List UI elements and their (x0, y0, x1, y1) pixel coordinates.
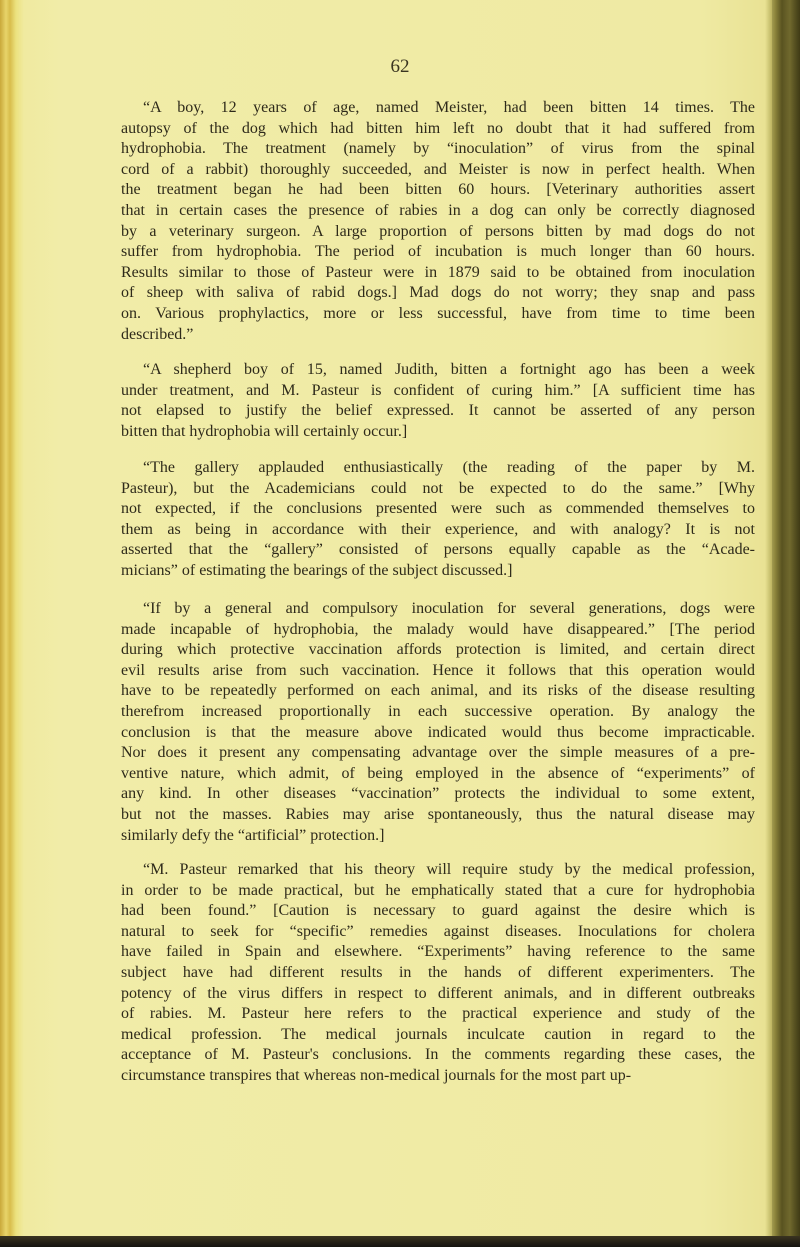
text-line: ventive nature, which admit, of being employed in the absence of “experiments” of (121, 764, 755, 782)
text-line: similarly defy the “artificial” protection.] (121, 826, 385, 844)
text-line: “If by a general and compulsory inoculation for several generations, dogs were (143, 600, 755, 617)
text-line: circumstance transpires that whereas non-medical journals for the most part up- (121, 1066, 632, 1084)
text-line: “A boy, 12 years of age, named Meister, had been bitten 14 times. The (143, 99, 755, 116)
text-line: “M. Pasteur remarked that his theory will require study by the medical profession, (143, 861, 755, 878)
text-line: bitten that hydrophobia will certainly occur.] (121, 422, 408, 440)
text-line: “A shepherd boy of 15, named Judith, bitten a fortnight ago has been a week (143, 361, 755, 378)
text-line: not expected, if the conclusions presented were such as commended themselves to (121, 500, 755, 518)
text-line: not elapsed to justify the belief expressed. It cannot be asserted of any person (121, 402, 755, 420)
text-line: asserted that the “gallery” consisted of persons equally capable as the “Acade- (121, 541, 755, 559)
text-line: described.” (121, 325, 194, 343)
text-line: by a veterinary surgeon. A large proportion of persons bitten by mad dogs do not (121, 222, 755, 240)
paragraph-judith (121, 360, 755, 442)
text-line: Results similar to those of Pasteur were in 1879 said to be obtained from inoculation (121, 263, 755, 281)
text-line: Pasteur), but the Academicians could not be expected to do the same.” [Why (121, 479, 755, 497)
text-line: natural to seek for “specific” remedies against diseases. Inoculations for cholera (121, 922, 755, 940)
text-line: evil results arise from such vaccination. Hence it follows that this operation would (121, 661, 755, 679)
text-line: the treatment began he had been bitten 60 hours. [Veterinary authorities assert (121, 181, 755, 199)
text-line: of rabies. M. Pasteur here refers to the practical experience and study of the (121, 1005, 755, 1023)
text-line: on. Various prophylactics, more or less successful, have from time to time been (121, 304, 755, 322)
text-line: therefrom increased proportionally in each successive operation. By analogy the (121, 702, 755, 720)
text-line: that in certain cases the presence of rabies in a dog can only be correctly diagnosed (121, 201, 755, 219)
text-line: acceptance of M. Pasteur's conclusions. In the comments regarding these cases, the (121, 1046, 755, 1064)
text-line: autopsy of the dog which had bitten him left no doubt that it had suffered from (121, 119, 755, 137)
text-line: suffer from hydrophobia. The period of incubation is much longer than 60 hours. (121, 243, 755, 261)
text-line: during which protective vaccination affords protection is limited, and certain direct (121, 641, 755, 659)
paragraph-pasteur-remarked (121, 860, 755, 1087)
text-line: have failed in Spain and elsewhere. “Experiments” having reference to the same (121, 943, 755, 961)
paragraph-compulsory-inoculation (121, 599, 755, 846)
text-line: subject have had different results in the hands of different experimenters. The (121, 963, 755, 981)
paragraph-gallery (121, 458, 755, 582)
text-line: them as being in accordance with their experience, and with analogy? It is not (121, 520, 755, 538)
text-line: Nor does it present any compensating advantage over the simple measures of a pre- (121, 744, 755, 762)
book-spine-edge (772, 0, 800, 1247)
text-line: of sheep with saliva of rabid dogs.] Mad dogs do not worry; they snap and pass (121, 284, 755, 302)
text-line: micians” of estimating the bearings of the subject discussed.] (121, 561, 513, 579)
text-line: potency of the virus differs in respect to different animals, and in different outbreaks (121, 984, 755, 1002)
paragraph-meister (121, 98, 755, 345)
text-line: conclusion is that the measure above indicated would thus become impracticable. (121, 723, 755, 741)
text-line: but not the masses. Rabies may arise spontaneously, thus the natural disease may (121, 805, 755, 823)
text-line: in order to be made practical, but he emphatically stated that a cure for hydrophobia (121, 881, 755, 899)
text-line: cord of a rabbit) thoroughly succeeded, and Meister is now in perfect health. When (121, 160, 755, 178)
text-line: any kind. In other diseases “vaccination” protects the individual to some extent, (121, 785, 755, 803)
page-bottom-shadow (0, 1236, 800, 1247)
text-line: have to be repeatedly performed on each animal, and its risks of the disease resulting (121, 682, 755, 700)
text-line: under treatment, and M. Pasteur is confident of curing him.” [A sufficient time has (121, 381, 755, 399)
text-line: made incapable of hydrophobia, the malady would have disappeared.” [The period (121, 620, 755, 638)
text-line: “The gallery applauded enthusiastically (the reading of the paper by M. (143, 459, 755, 476)
page-number: 62 (390, 56, 410, 77)
text-line: had been found.” [Caution is necessary to guard against the desire which is (121, 902, 755, 920)
text-line: hydrophobia. The treatment (namely by “inoculation” of virus from the spinal (121, 140, 755, 158)
text-line: medical profession. The medical journals inculcate caution in regard to the (121, 1025, 755, 1043)
